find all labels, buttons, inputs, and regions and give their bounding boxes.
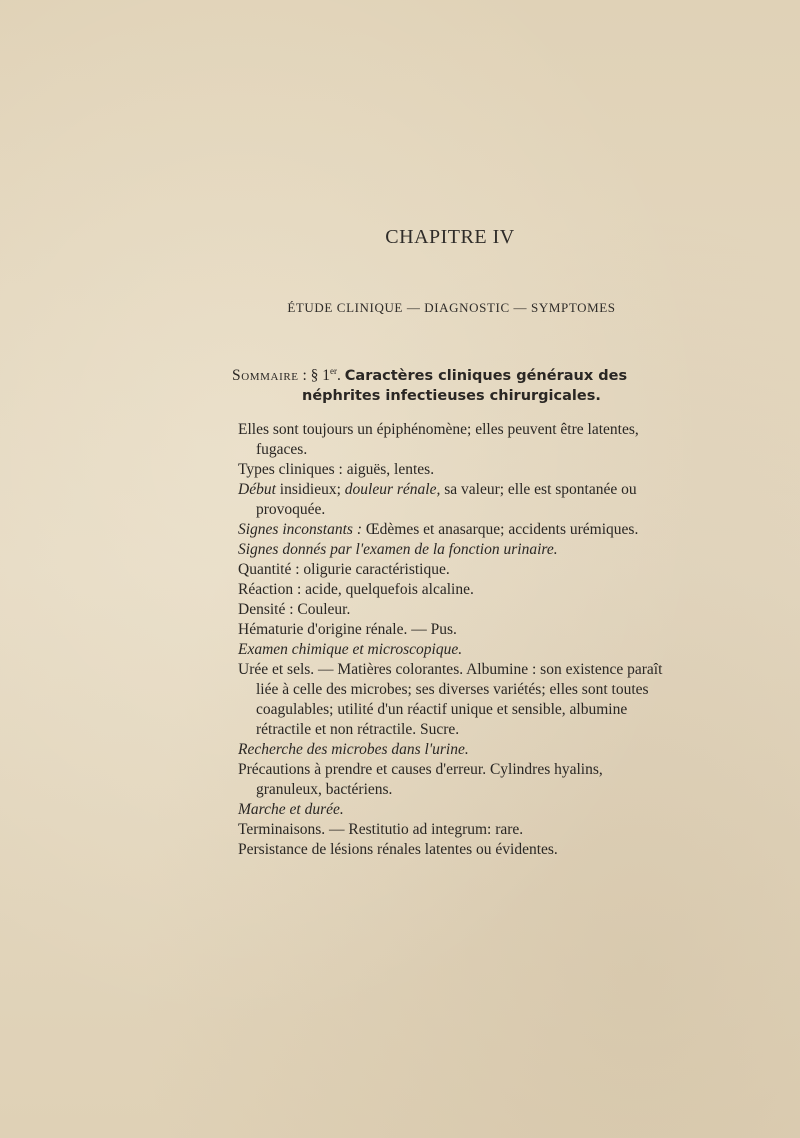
entry-text: insidieux;	[275, 481, 345, 498]
summary-entry: Urée et sels. — Matières colorantes. Albumine : son existence paraît liée à celle des microbes; ses diverses variétés; elles sont toutes coagulables; utilité d'un réactif unique et sensible, albumine rétractile et non rétractile. Sucre.	[238, 661, 663, 738]
entry-text: sa valeur; elle est spontanée ou provoquée.	[256, 481, 637, 518]
summary-entry: Quantité : oligurie caractéristique.	[238, 561, 450, 578]
summary-entry: Marche et durée.	[238, 801, 344, 818]
summary-entry: Signes donnés par l'examen de la fonction urinaire.	[238, 541, 558, 558]
summary-entry: Types cliniques : aiguës, lentes.	[238, 461, 435, 478]
summary-colon: :	[298, 367, 311, 384]
summary-entry: Densité : Couleur.	[238, 601, 351, 618]
summary-entry: Elles sont toujours un épiphénomène; elles peuvent être latentes, fugaces.	[238, 421, 639, 458]
summary-heading	[232, 366, 670, 406]
section-sup: er	[330, 365, 338, 376]
entry-italic: douleur rénale,	[344, 481, 441, 498]
summary-entry: Recherche des microbes dans l'urine.	[238, 741, 469, 758]
entry-italic: Début	[238, 481, 276, 498]
entry-italic: Signes inconstants :	[238, 521, 362, 538]
chapter-subtitle: ÉTUDE CLINIQUE — DIAGNOSTIC — SYMPTOMES	[287, 300, 616, 315]
section-heading-line2: néphrites infectieuses chirurgicales.	[302, 388, 601, 404]
summary-entry: Terminaisons. — Restitutio ad integrum: rare.	[238, 821, 524, 838]
summary-entry: Réaction : acide, quelquefois alcaline.	[238, 581, 474, 598]
summary-entry	[238, 520, 670, 540]
chapter-title: CHAPITRE IV	[385, 226, 515, 248]
summary-entry: Persistance de lésions rénales latentes ou évidentes.	[238, 841, 558, 858]
summary-label: Sommaire	[232, 367, 299, 384]
chapter-summary	[232, 365, 670, 860]
section-heading-line1: Caractères cliniques généraux des	[344, 368, 628, 384]
summary-entry: Hématurie d'origine rénale. — Pus.	[238, 621, 457, 638]
summary-entry: Examen chimique et microscopique.	[238, 641, 463, 658]
entry-text: Œdèmes et anasarque; accidents urémiques.	[362, 521, 639, 538]
section-dot: .	[337, 367, 341, 384]
summary-entry: Précautions à prendre et causes d'erreur. Cylindres hyalins, granuleux, bactériens.	[238, 761, 603, 798]
summary-entry	[238, 480, 670, 520]
section-mark: § 1	[310, 367, 331, 384]
